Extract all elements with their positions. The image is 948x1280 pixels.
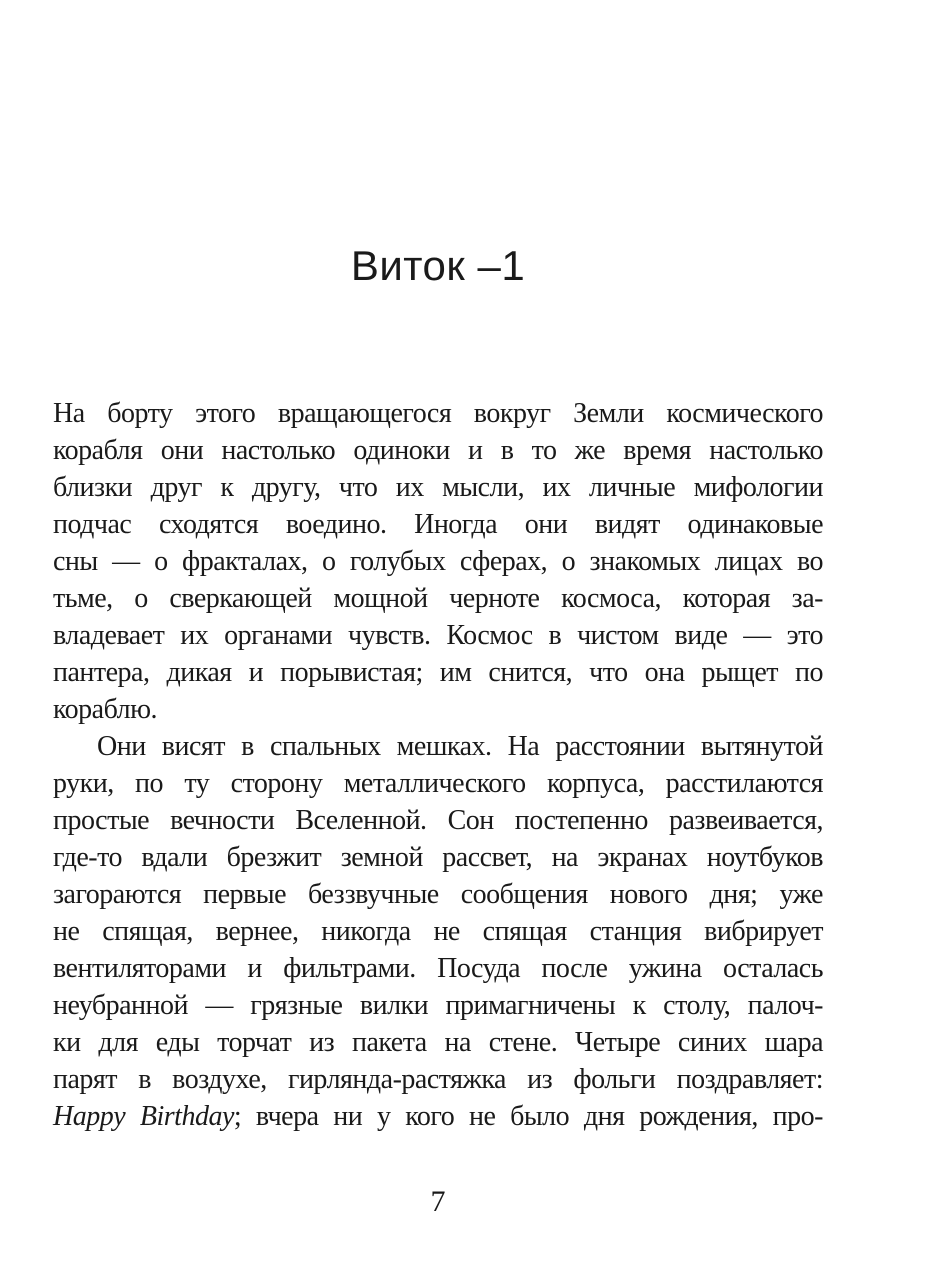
paragraph-1 [53, 395, 823, 728]
text-line: кораблю. [53, 694, 158, 725]
text-line: не спящая, вернее, никогда не спящая станция вибрирует [53, 916, 823, 947]
text-line: где-то вдали брезжит земной рассвет, на экранах ноутбуков [53, 842, 823, 873]
text-line: неубранной — грязные вилки примагничены к столу, палоч- [53, 990, 823, 1021]
line-remainder: ; вчера ни у кого не было дня рождения, про- [233, 1101, 823, 1132]
body-text [53, 395, 823, 1135]
text-line: подчас сходятся воедино. Иногда они видят одинаковые [53, 509, 823, 540]
text-line: руки, по ту сторону металлического корпуса, расстилаются [53, 768, 823, 799]
text-line: Они висят в спальных мешках. На расстоянии вытянутой [97, 731, 823, 762]
paragraph-2 [53, 728, 823, 1135]
text-line: корабля они настолько одиноки и в то же время настолько [53, 435, 823, 466]
text-line: парят в воздухе, гирлянда-растяжка из фольги поздравляет: [53, 1064, 823, 1095]
text-line: близки друг к другу, что их мысли, их личные мифологии [53, 472, 823, 503]
text-line: пантера, дикая и порывистая; им снится, что она рыщет по [53, 657, 823, 688]
text-line: простые вечности Вселенной. Сон постепенно развеивается, [53, 805, 823, 836]
page-number: 7 [430, 1185, 446, 1218]
text-line: тьме, о сверкающей мощной черноте космоса, которая за- [53, 583, 823, 614]
text-line: На борту этого вращающегося вокруг Земли космического [53, 398, 823, 429]
text-line: вентиляторами и фильтрами. Посуда после ужина осталась [53, 953, 823, 984]
text-line: загораются первые беззвучные сообщения нового дня; уже [53, 879, 823, 910]
chapter-title: Виток –1 [350, 242, 526, 289]
italic-phrase: Happy Birthday [53, 1101, 234, 1132]
text-line-mixed [53, 1098, 823, 1135]
text-column [53, 242, 823, 1218]
text-line: ки для еды торчат из пакета на стене. Четыре синих шара [53, 1027, 823, 1058]
text-line: владевает их органами чувств. Космос в чистом виде — это [53, 620, 823, 651]
text-line: сны — о фракталах, о голубых сферах, о знакомых лицах во [53, 546, 823, 577]
